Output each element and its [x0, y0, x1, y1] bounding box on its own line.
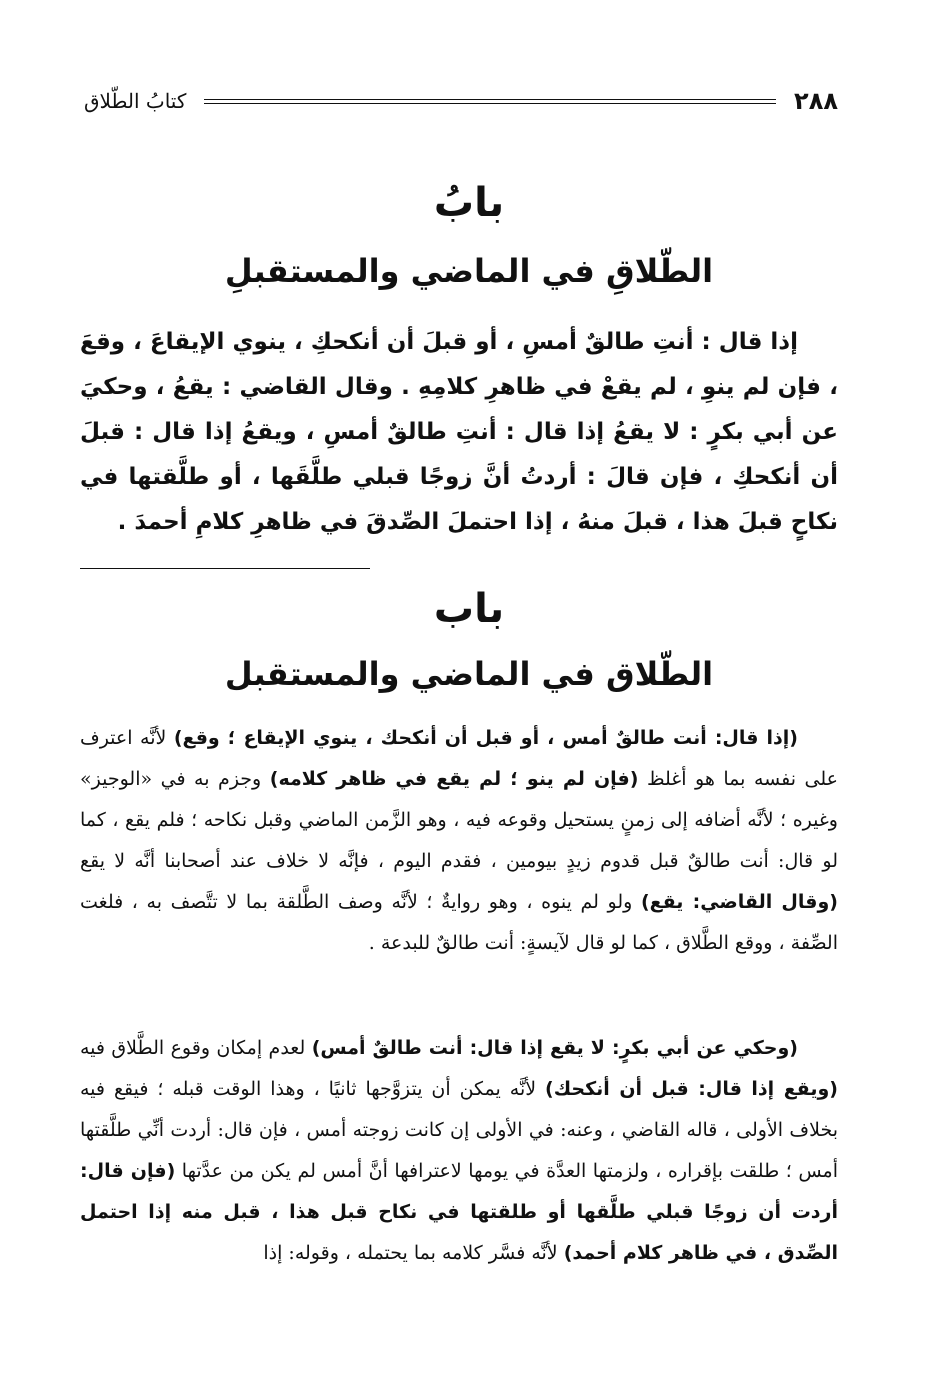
- commentary-span: ولو لم ينوه ، وهو روايةٌ ؛ لأنَّه وصف الطَّلقة بما لا تتَّصف به ، فلغت الصِّفة ، ووقع الطَّلاق ، كما لو قال لآيسةٍ: أنت طالقٌ للبدعة .: [80, 891, 838, 954]
- quoted-matn: (فإن قال: أردت أن زوجًا قبلي طلَّقها أو طلقتها في نكاح قبل هذا ، قبل منه إذا احتمل الصِّدق ، في ظاهر كلام أحمد): [80, 1160, 838, 1264]
- quoted-matn: (فإن لم ينو ؛ لم يقع في ظاهر كلامه): [269, 768, 639, 790]
- commentary-paragraph-2: [80, 1028, 838, 1274]
- quoted-matn: (وقال القاضي: يقع): [640, 891, 838, 913]
- commentary-span: وجزم به في «الوجيز» وغيره ؛ لأنَّه أضافه إلى زمنٍ يستحيل وقوعه فيه ، وهو الزَّمن الماضي وقبل نكاحه ؛ فلم يقع ، كما لو قال: أنت طالقٌ قبل قدوم زيدٍ بيومين ، فقدم اليوم ، فإنَّه لا خلاف عند أصحابنا أنَّه لا يقع: [80, 768, 838, 872]
- commentary-text: [80, 1028, 838, 1274]
- quoted-matn: (وحكي عن أبي بكرٍ: لا يقع إذا قال: أنت طالقٌ أمس): [311, 1037, 798, 1059]
- commentary-span: لأنَّه اعترف على نفسه بما هو أغلظ: [80, 727, 838, 790]
- footnote-rule: [80, 568, 370, 569]
- header-rule: [204, 99, 776, 104]
- section-1-subheading: الطّلاقِ في الماضي والمستقبلِ: [224, 252, 714, 290]
- commentary-span: لأنَّه فسَّر كلامه بما يحتمله ، وقوله: إذا: [263, 1242, 564, 1264]
- section-2-subheading: الطّلاق في الماضي والمستقبل: [224, 655, 714, 693]
- commentary-span: لأنَّه يمكن أن يتزوَّجها ثانيًا ، وهذا الوقت قبله ؛ فيقع فيه بخلاف الأولى ، قاله القاضي ، وعنه: في الأولى إن كانت زوجته أمس ، فإن قال: أردت أنِّي طلَّقتها أمس ؛ طلقت بإقراره ، ولزمتها العدَّة في يومها لاعترافها أنَّ أمس لم يكن من عدَّتها: [80, 1078, 839, 1182]
- section-2-heading: باب: [433, 586, 505, 632]
- page-number: ٢٨٨: [794, 87, 838, 115]
- matn-text: [80, 320, 838, 545]
- commentary-span: لعدم إمكان وقوع الطَّلاق فيه: [80, 1037, 312, 1059]
- commentary-paragraph-1: [80, 718, 838, 964]
- matn-paragraph: إذا قال : أنتِ طالقٌ أمسِ ، أو قبلَ أن أنكحكِ ، ينوي الإيقاعَ ، وقعَ ، فإن لم ينوِ ، لم يقعْ في ظاهرِ كلامِهِ . وقال القاضي : يقعُ ، وحكيَ عن أبي بكرٍ : لا يقعُ إذا قال : أنتِ طالقٌ أمسِ ، ويقعُ إذا قال : قبلَ أن أنكحكِ ، فإن قالَ : أردتُ أنَّ زوجًا قبلي طلَّقَها ، أو طلَّقتها في نكاحٍ قبلَ هذا ، قبلَ منهُ ، إذا احتملَ الصِّدقَ في ظاهرِ كلامِ أحمدَ .: [80, 329, 838, 535]
- section-1-heading: بابُ: [433, 180, 505, 226]
- running-head: [84, 84, 838, 118]
- commentary-text: [80, 718, 838, 964]
- book-title: كتابُ الطّلاق: [84, 89, 187, 113]
- quoted-matn: (إذا قال: أنت طالقٌ أمس ، أو قبل أن أنكحك ، ينوي الإيقاع ؛ وقع): [173, 727, 798, 749]
- quoted-matn: (ويقع إذا قال: قبل أن أنكحك): [545, 1078, 838, 1100]
